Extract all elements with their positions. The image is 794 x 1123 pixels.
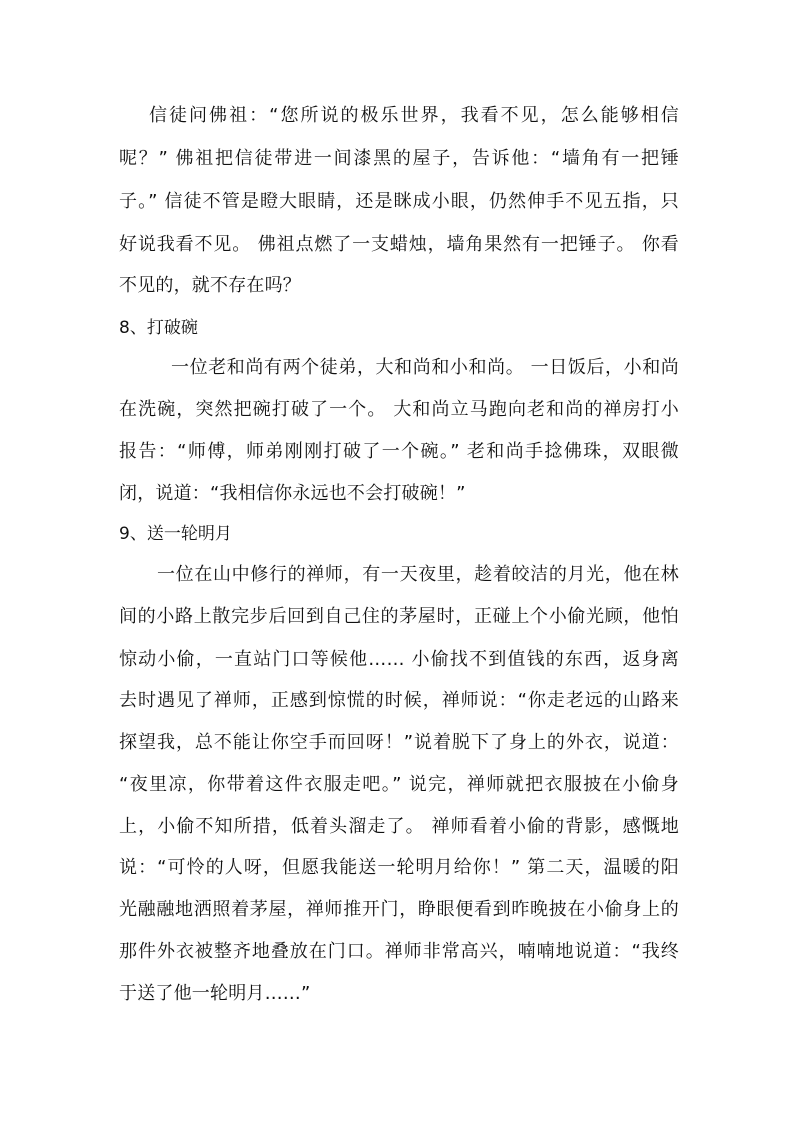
story9-line-11: 于送了他一轮明月……” — [119, 983, 311, 1004]
story7-line-4: 好说我看不见。 佛祖点燃了一支蜡烛，墙角果然有一把锤子。 你看 — [119, 234, 679, 255]
story8-line-2: 在洗碗，突然把碗打破了一个。 大和尚立马跑向老和尚的禅房打小 — [119, 399, 679, 420]
story9-heading: 9、送一轮明月 — [119, 524, 232, 544]
story9-line-8: 说：“可怜的人呀，但愿我能送一轮明月给你！” 第二天，温暖的阳 — [119, 857, 679, 878]
story8-heading: 8、打破碗 — [119, 318, 198, 338]
story9-line-5: 探望我，总不能让你空手而回呀！”说着脱下了身上的外衣，说道： — [119, 732, 679, 753]
story7-line-5: 不见的，就不存在吗？ — [119, 275, 301, 296]
story9-line-6: “夜里凉，你带着这件衣服走吧。” 说完，禅师就把衣服披在小偷身 — [119, 774, 679, 795]
story9-line-10: 那件外衣被整齐地叠放在门口。禅师非常高兴，喃喃地说道：“我终 — [119, 941, 679, 962]
story7-line-2: 呢？” 佛祖把信徒带进一间漆黑的屋子，告诉他：“墙角有一把锤 — [119, 148, 679, 169]
story9-line-9: 光融融地洒照着茅屋，禅师推开门，睁眼便看到昨晚披在小偷身上的 — [119, 899, 679, 920]
story7-line-1: 信徒问佛祖：“您所说的极乐世界，我看不见，怎么能够相信 — [149, 105, 679, 126]
story9-line-7: 上，小偷不知所措，低着头溜走了。 禅师看着小偷的背影，感慨地 — [119, 816, 679, 837]
story9-line-1: 一位在山中修行的禅师，有一天夜里，趁着皎洁的月光，他在林 — [157, 564, 679, 585]
story9-line-4: 去时遇见了禅师，正感到惊慌的时候，禅师说：“你走老远的山路来 — [119, 690, 679, 711]
story9-line-2: 间的小路上散完步后回到自己住的茅屋时，正碰上个小偷光顾，他怕 — [119, 606, 679, 627]
story7-line-3: 子。” 信徒不管是瞪大眼睛，还是眯成小眼，仍然伸手不见五指，只 — [119, 191, 679, 212]
story8-line-3: 报告：“师傅，师弟刚刚打破了一个碗。” 老和尚手捻佛珠，双眼微 — [119, 441, 679, 462]
story8-line-1: 一位老和尚有两个徒弟，大和尚和小和尚。 一日饭后，小和尚 — [171, 357, 679, 378]
story9-line-3: 惊动小偷，一直站门口等候他…… 小偷找不到值钱的东西，返身离 — [119, 649, 679, 670]
story8-line-4: 闭，说道：“我相信你永远也不会打破碗！” — [119, 483, 466, 504]
